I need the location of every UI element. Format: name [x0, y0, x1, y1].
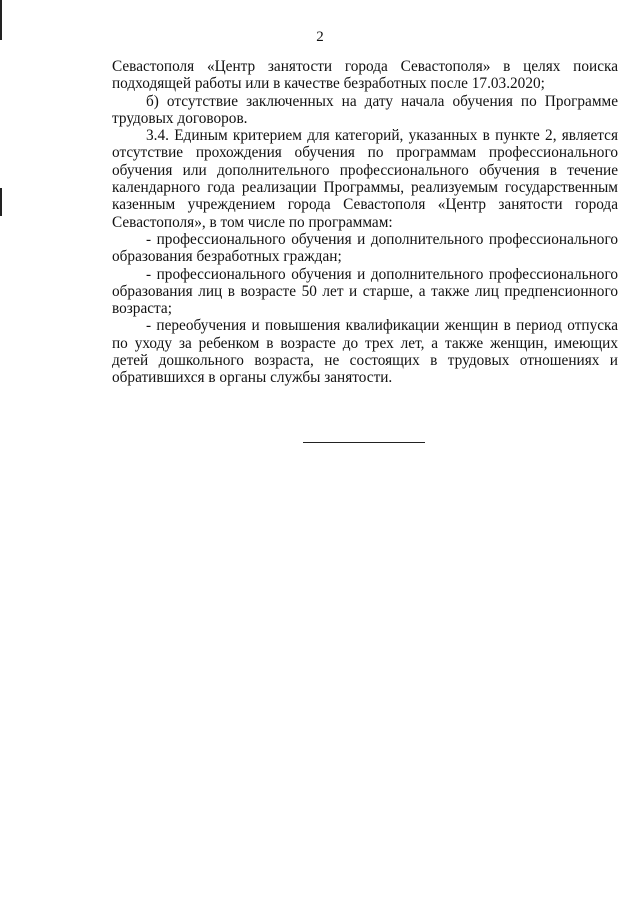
paragraph-3-4: 3.4. Единым критерием для категорий, указанных в пункте 2, является отсутствие прохождения обучения по программам профессионального обучения или дополнительного профессионального обучения в течение календарного года реализации Программы, реализуемым государственным казенным учреждением города Севастополя «Центр занятости города Севастополя», в том числе по программам:	[112, 127, 618, 231]
end-of-text-rule	[303, 442, 425, 443]
page-number: 2	[316, 29, 324, 45]
paragraph-continuation: Севастополя «Центр занятости города Севастополя» в целях поиска подходящей работы или в качестве безработных после 17.03.2020;	[112, 58, 618, 93]
paragraph-item-b: б) отсутствие заключенных на дату начала обучения по Программе трудовых договоров.	[112, 92, 618, 127]
list-item-women: - переобучения и повышения квалификации женщин в период отпуска по уходу за ребенком в возрасте до трех лет, а также женщин, имеющих детей дошкольного возраста, не состоящих в трудовых отношениях и обратившихся в органы службы занятости.	[112, 317, 618, 387]
scan-edge-mark	[0, 188, 2, 216]
document-body	[112, 58, 618, 387]
list-item-unemployed: - профессионального обучения и дополнительного профессионального образования безработных граждан;	[112, 230, 618, 266]
list-item-age-50: - профессионального обучения и дополнительного профессионального образования лиц в возрасте 50 лет и старше, а также лиц предпенсионного возраста;	[112, 265, 618, 318]
